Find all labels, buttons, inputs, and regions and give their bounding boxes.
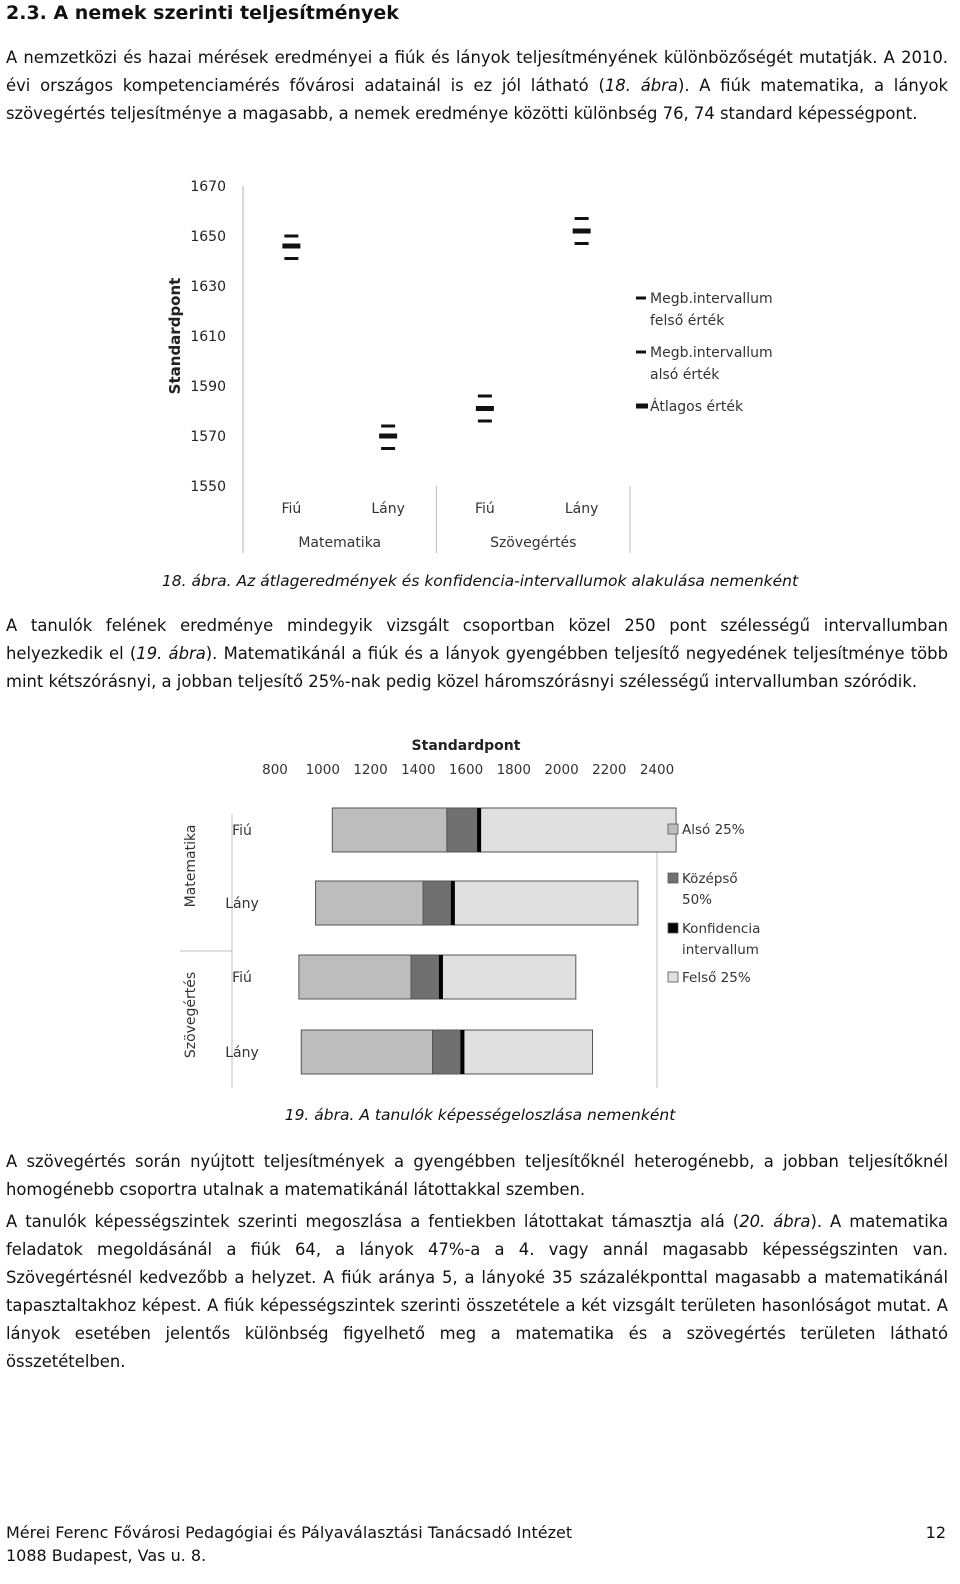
y-tick-label: Fiú	[232, 823, 252, 839]
y-tick-label: 1610	[190, 329, 226, 345]
figure-reference[interactable]: 20. ábra	[739, 1212, 811, 1231]
figure-reference[interactable]: 19. ábra	[136, 644, 206, 663]
legend-label: alsó érték	[650, 367, 720, 383]
bar-upper-quartile	[454, 881, 638, 925]
x-group-label: Matematika	[298, 535, 382, 551]
y-tick-label: 1670	[190, 179, 226, 195]
bar-lower-quartile	[301, 1030, 432, 1074]
x-tick-label: 1200	[353, 762, 388, 778]
mean-marker	[379, 434, 397, 439]
x-tick-label: 1800	[496, 762, 531, 778]
paragraph-intro: A nemzetközi és hazai mérések eredményei a fiúk és lányok teljesítményének különbözőségét mutatják. A 2010. évi országos kompetenciamérés fővárosi adatainál is ez jól látható (18. ábra). A fiúk matematika, a lányok szövegértés teljesítménye a magasabb, a nemek eredménye közötti különbség 76, 74 standard képességpont.	[6, 48, 949, 123]
x-tick-label: 2400	[639, 762, 675, 778]
mean-marker	[282, 244, 300, 249]
y-tick-label: 1650	[190, 229, 226, 245]
ci-upper-marker	[478, 395, 492, 398]
x-tick-label: Lány	[564, 501, 599, 517]
x-group-label: Szövegértés	[490, 535, 577, 551]
paragraph-heterogeneity: A szövegértés során nyújtott teljesítmények a gyengébben teljesítőknél heterogénebb, a jobban teljesítőknél homogénebb csoportra utalnak a matematikánál látottakkal szemben.	[6, 1152, 948, 1199]
x-tick-label: 2200	[592, 762, 627, 778]
bar-middle-half	[411, 955, 442, 999]
ci-lower-marker	[381, 447, 395, 450]
page-number: 12	[925, 1523, 946, 1542]
bar-lower-quartile	[316, 881, 423, 925]
legend-label: felső érték	[650, 313, 725, 329]
legend-label: 50%	[682, 892, 713, 908]
legend-label: Konfidencia	[682, 921, 761, 937]
y-axis-title: Standardpont	[166, 277, 184, 395]
y-tick-label: 1550	[190, 479, 226, 495]
x-tick-label: Fiú	[281, 501, 302, 517]
ci-upper-marker	[381, 425, 395, 428]
legend-label: Alsó 25%	[682, 822, 745, 838]
figure-18-chart	[0, 170, 960, 570]
section-heading: 2.3. A nemek szerinti teljesítmények	[6, 2, 399, 24]
figure-19-caption: 19. ábra. A tanulók képességeloszlása nemenként	[284, 1106, 676, 1124]
ci-lower-marker	[575, 242, 589, 245]
mean-marker	[476, 406, 494, 411]
x-tick-label: 800	[262, 762, 288, 778]
legend-swatch	[668, 923, 678, 933]
y-tick-label: Lány	[225, 1045, 259, 1061]
bar-confidence-interval	[439, 955, 443, 999]
y-group-label: Szövegértés	[183, 971, 199, 1059]
ci-lower-marker	[284, 257, 298, 260]
legend-label: Középső	[682, 871, 738, 887]
y-tick-label: 1630	[190, 279, 226, 295]
ci-upper-marker	[284, 235, 298, 238]
y-tick-label: 1590	[190, 379, 226, 395]
chart-title: Standardpont	[411, 738, 521, 754]
mean-marker	[573, 229, 591, 234]
legend-swatch	[668, 972, 678, 982]
bar-confidence-interval	[460, 1030, 464, 1074]
y-tick-label: Lány	[225, 896, 259, 912]
x-tick-label: Fiú	[474, 501, 495, 517]
bar-middle-half	[433, 1030, 464, 1074]
legend-label: intervallum	[682, 942, 759, 958]
legend-label: Megb.intervallum	[650, 345, 773, 361]
figure-reference[interactable]: 18. ábra	[604, 76, 678, 95]
legend-marker	[636, 351, 646, 354]
legend-label: Felső 25%	[682, 970, 751, 986]
y-tick-label: 1570	[190, 429, 226, 445]
paragraph-distribution: A tanulók felének eredménye mindegyik vizsgált csoportban közel 250 pont szélességű intervallumban helyezkedik el (19. ábra). Matematikánál a fiúk és a lányok gyengébben teljesítő negyedének teljesítménye több mint kétszórásnyi, a jobban teljesítő 25%-nak pedig közel háromszórásnyi szélességű intervallumban szóródik.	[6, 616, 948, 691]
x-tick-label: 1400	[401, 762, 436, 778]
bar-middle-half	[447, 808, 480, 852]
figure-18-caption: 18. ábra. Az átlageredmények és konfidencia-intervallumok alakulása nemenként	[161, 572, 799, 590]
bar-upper-quartile	[464, 1030, 593, 1074]
legend-label: Átlagos érték	[650, 399, 744, 415]
figure-19-chart	[0, 730, 960, 1090]
ci-upper-marker	[575, 217, 589, 220]
bar-upper-quartile	[480, 808, 676, 852]
bar-lower-quartile	[332, 808, 447, 852]
bar-confidence-interval	[477, 808, 481, 852]
x-tick-label: Lány	[371, 501, 405, 517]
legend-label: Megb.intervallum	[650, 291, 773, 307]
legend-marker	[636, 404, 648, 409]
bar-confidence-interval	[451, 881, 455, 925]
bar-upper-quartile	[442, 955, 576, 999]
y-group-label: Matematika	[183, 824, 199, 908]
footer-institution: Mérei Ferenc Fővárosi Pedagógiai és Pályaválasztási Tanácsadó Intézet	[6, 1523, 573, 1542]
y-tick-label: Fiú	[232, 970, 252, 986]
paragraph-skill-levels: A tanulók képességszintek szerinti megoszlása a fentiekben látottakat támasztja alá (20. ábra). A matematika feladatok megoldásánál a fiúk 64, a lányok 47%-a a 4. vagy annál magasabb képességszinten van. Szövegértésnél kedvezőbb a helyzet. A fiúk aránya 5, a lányoké 35 százalékponttal magasabb a matematikánál tapasztaltakhoz képest. A fiúk képességszintek szerinti összetétele a két vizsgált területen hasonlóságot mutat. A lányok esetében jelentős különbség figyelhető meg a matematika és a szövegértés területen látható összetételben.	[6, 1212, 949, 1371]
legend-marker	[636, 297, 646, 300]
bar-middle-half	[423, 881, 454, 925]
legend-swatch	[668, 873, 678, 883]
x-tick-label: 2000	[544, 762, 579, 778]
legend-swatch	[668, 824, 678, 834]
x-tick-label: 1000	[305, 762, 340, 778]
bar-lower-quartile	[299, 955, 411, 999]
x-tick-label: 1600	[448, 762, 484, 778]
ci-lower-marker	[478, 420, 492, 423]
footer-address: 1088 Budapest, Vas u. 8.	[6, 1546, 207, 1565]
